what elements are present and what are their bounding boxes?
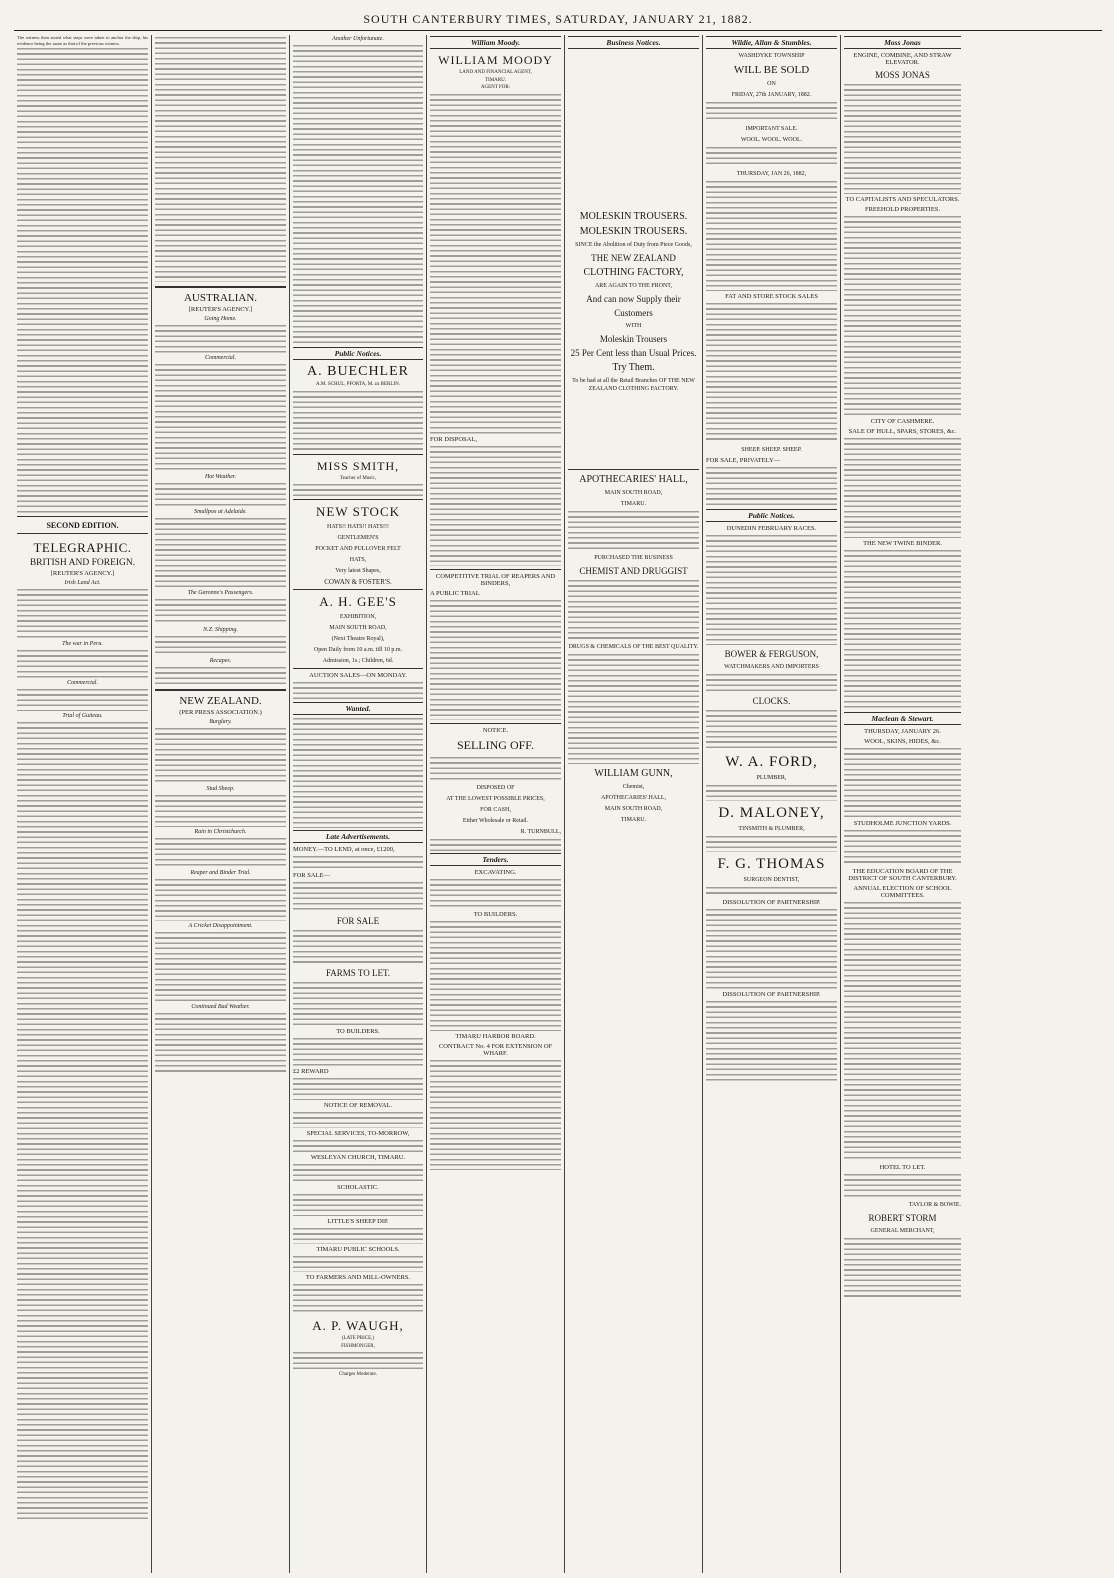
ad-text [293, 682, 423, 700]
with: WITH [625, 323, 642, 329]
column-7 [841, 35, 964, 1573]
education-board: THE EDUCATION BOARD OF THE DISTRICT OF SOUTH CANTERBURY. [848, 868, 957, 882]
smith-name: MISS SMITH, [316, 458, 400, 473]
disposed-of: DISPOSED OF [476, 784, 515, 791]
ad-text [706, 535, 837, 645]
notice: NOTICE. [482, 726, 509, 734]
ad-text [293, 1352, 423, 1370]
25-per-cent: 25 Per Cent less than Usual Prices. [570, 348, 697, 358]
article-text [155, 932, 286, 1002]
ad-text [706, 674, 837, 692]
ad-text [293, 882, 423, 912]
article-text [17, 589, 148, 639]
article-text [155, 518, 286, 588]
ad-text [293, 1078, 423, 1100]
fat-stock-sales: FAT AND STORE STOCK SALES [725, 293, 818, 300]
ad-text [293, 1038, 423, 1066]
ad-text [844, 902, 961, 1162]
thomas-name: F. G. THOMAS [717, 856, 826, 872]
smith-sub: Teacher of Music, [339, 475, 377, 481]
article-text [155, 364, 286, 472]
reward: £2 REWARD [293, 1068, 329, 1075]
column-3 [290, 35, 427, 1573]
exhibition-line: EXHIBITION, [339, 614, 377, 620]
recapes-heading: Recapes. [209, 658, 232, 664]
dunedin-races: DUNEDIN FEBRUARY RACES. [726, 525, 817, 532]
masthead: SOUTH CANTERBURY TIMES, SATURDAY, JANUARY 21, 1882. [14, 8, 1102, 31]
ad-text [706, 181, 837, 291]
wool-skins: WOOL, SKINS, HIDES, &c. [864, 738, 941, 745]
storm-name: ROBERT STORM [868, 1213, 937, 1223]
watchmakers: WATCHMAKERS AND IMPORTERS [724, 664, 819, 670]
smallpox-heading: Smallpox at Adelaide. [194, 509, 247, 515]
article-text [17, 722, 148, 1522]
engine-elevator: ENGINE, COMBINE, AND STRAW ELEVATOR. [853, 52, 952, 66]
for-sale: FOR SALE— [293, 872, 331, 879]
dissolution-1: DISSOLUTION OF PARTNERSHIP. [722, 899, 821, 906]
public-schools: TIMARU PUBLIC SCHOOLS. [316, 1246, 400, 1253]
wholesale-retail: Either Wholesale or Retail. [462, 817, 529, 824]
taylor-bowie: TAYLOR & BOWIE. [908, 1202, 961, 1208]
column-1 [14, 35, 152, 1573]
telegraphic-heading: TELEGRAPHIC. [33, 540, 132, 556]
columns [14, 35, 1102, 1573]
retail-branches: To be had at all the Retail Branches OF THE NEW ZEALAND CLOTHING FACTORY. [572, 378, 695, 392]
reaper-heading: Reaper and Binder Trial. [190, 870, 251, 876]
hotel-to-let: HOTEL TO LET. [879, 1164, 926, 1171]
article-text [155, 636, 286, 656]
buechler-name: A. BUECHLER [307, 364, 409, 379]
excavating: EXCAVATING. [474, 868, 517, 876]
gunn-name: WILLIAM GUNN, [594, 768, 673, 779]
article-text [155, 483, 286, 507]
ad-text [706, 710, 837, 750]
moleskin-trousers-2: MOLESKIN TROUSERS. [579, 226, 688, 237]
thursday-date: THURSDAY, JANUARY 26. [864, 728, 941, 735]
ad-text [293, 718, 423, 828]
press-association: (PER PRESS ASSOCIATION.) [179, 709, 262, 716]
friday-date: FRIDAY, 27th JANUARY, 1882. [731, 92, 812, 98]
for-cash: FOR CASH, [480, 806, 511, 813]
open-daily: Open Daily from 10 a.m. till 10 p.m. [313, 647, 403, 653]
moody-header: William Moody. [430, 36, 561, 49]
contract-no-4: CONTRACT No. 4 FOR EXTENSION OF WHARF. [438, 1042, 553, 1057]
ad-text [706, 836, 837, 852]
ad-text [706, 1001, 837, 1081]
ad-text [293, 1284, 423, 1314]
moleskin-trousers-3: Moleskin Trousers [599, 334, 668, 344]
try-them: Try Them. [612, 362, 655, 373]
ad-text [430, 839, 561, 851]
can-now-supply: And can now Supply their [586, 294, 681, 304]
divider [17, 516, 148, 517]
divider [430, 723, 561, 724]
ad-text [293, 930, 423, 964]
cricket-heading: A Cricket Disappointment. [188, 923, 253, 929]
public-notices-header: Public Notices. [706, 509, 837, 522]
article-text [155, 325, 286, 353]
ad-text [430, 94, 561, 434]
commercial-heading: Commercial. [67, 680, 98, 687]
important-sale: IMPORTANT SALE. [745, 126, 798, 132]
customers: Customers [614, 308, 653, 318]
irish-land-act-heading: Irish Land Act. [64, 580, 101, 587]
chemist-druggist: CHEMIST AND DRUGGIST [579, 566, 688, 576]
turnbull: R. TURNBULL, [520, 828, 561, 835]
late-ads-header: Late Advertisements. [293, 830, 423, 843]
will-be-sold: WILL BE SOLD [733, 64, 810, 76]
article-text [155, 728, 286, 784]
ad-text [293, 484, 423, 496]
moss-jonas-header: Moss Jonas [844, 36, 961, 49]
divider [155, 689, 286, 691]
main-south-road: MAIN SOUTH ROAD, [604, 490, 663, 496]
divider [293, 589, 423, 590]
studholme: STUDHOLME JUNCTION YARDS. [853, 820, 952, 827]
waugh-name: A. P. WAUGH, [312, 1318, 404, 1333]
nz-shipping-heading: N.Z. Shipping. [203, 627, 238, 633]
next-theatre: (Next Theatre Royal), [331, 636, 385, 642]
ad-text [293, 1164, 423, 1182]
notice-of-removal: NOTICE OF REMOVAL. [323, 1102, 393, 1109]
hot-weather-heading: Hot Weather. [204, 474, 237, 480]
reuters-agency: [REUTER'S AGENCY.] [188, 306, 253, 313]
selling-off: SELLING OFF. [456, 737, 535, 752]
wanted-header: Wanted. [293, 702, 423, 715]
buechler-sub: A.M. SCHUL, PFORTA, M. zu BERLIN. [316, 382, 400, 387]
column-5 [565, 35, 703, 1573]
ad-text [293, 856, 423, 870]
tinsmith: TINSMITH & PLUMBER, [738, 826, 805, 832]
for-sale-privately: FOR SALE, PRIVATELY— [706, 457, 781, 464]
gunn-hall: APOTHECARIES' HALL, [600, 795, 667, 801]
article-text [17, 48, 148, 513]
ad-text [844, 1174, 961, 1198]
apothecaries-hall: APOTHECARIES' HALL, [579, 474, 688, 485]
gunn-road: MAIN SOUTH ROAD, [604, 806, 663, 812]
guiteau-heading: Trial of Guiteau. [62, 713, 103, 720]
moody-sub: LAND AND FINANCIAL AGENT, [459, 70, 532, 75]
ad-text [293, 1140, 423, 1152]
ad-text [568, 654, 699, 764]
again-to-front: ARE AGAIN TO THE FRONT, [594, 283, 673, 289]
bad-weather-heading: Continued Bad Weather. [191, 1004, 250, 1010]
ad-text [844, 84, 961, 194]
drugs-chemicals: DRUGS & CHEMICALS OF THE BEST QUALITY. [568, 644, 699, 650]
moleskin-trousers-1: MOLESKIN TROUSERS. [579, 211, 688, 222]
ad-text [706, 467, 837, 507]
sheep-dip: LITTLE'S SHEEP DIP. [327, 1218, 389, 1225]
freehold: FREEHOLD PROPERTIES. [864, 206, 941, 213]
for-sale-2: FOR SALE [336, 916, 380, 926]
charges-moderate: Charges Moderate. [339, 1372, 377, 1377]
column-6 [703, 35, 841, 1573]
ad-text [293, 1256, 423, 1272]
moody-name: WILLIAM MOODY [438, 53, 553, 67]
article-text [155, 667, 286, 685]
garonne-heading: The Garonne's Passengers. [187, 590, 254, 596]
ad-text [844, 438, 961, 538]
new-stock: NEW STOCK [316, 504, 400, 519]
ad-text [568, 580, 699, 640]
wool: WOOL. WOOL. WOOL. [740, 137, 803, 143]
ford-name: W. A. FORD, [725, 754, 818, 770]
shapes-line: Very latest Shapes, [335, 568, 381, 574]
money-to-lend: MONEY.—TO LEND, at once, £1200, [293, 846, 395, 853]
ad-text [844, 1238, 961, 1298]
lowest-prices: AT THE LOWEST POSSIBLE PRICES, [446, 795, 545, 802]
ad-text [844, 550, 961, 710]
ad-text [844, 830, 961, 866]
wesleyan-church: WESLEYAN CHURCH, TIMARU. [310, 1154, 406, 1161]
maloney-name: D. MALONEY, [718, 805, 825, 821]
plumber: PLUMBER, [756, 775, 787, 781]
commercial-heading: Commercial. [205, 355, 236, 361]
article-text [155, 1013, 286, 1073]
divider [430, 569, 561, 570]
business-notices-header: Business Notices. [568, 36, 699, 49]
rain-heading: Rain in Christchurch. [194, 829, 247, 835]
clocks: CLOCKS. [752, 696, 791, 706]
capitalists: TO CAPITALISTS AND SPECULATORS. [845, 196, 960, 203]
ad-text [430, 879, 561, 909]
gentlemens-line: GENTLEMEN'S [337, 535, 379, 541]
hull-spars: SALE OF HULL, SPARS, STORES, &c. [848, 428, 957, 435]
article-text [155, 795, 286, 827]
column-4 [427, 35, 565, 1573]
article-text [155, 37, 286, 282]
stud-sheep-heading: Stud Sheep. [206, 786, 235, 792]
burglary-heading: Burglary. [209, 719, 232, 725]
surgeon-dentist: SURGEON DENTIST, [743, 877, 800, 883]
ad-text [293, 1112, 423, 1128]
moody-agent: AGENT FOR: [480, 85, 511, 90]
article-text [293, 45, 423, 345]
ad-text [844, 216, 961, 416]
hats-line-2: HATS, [349, 557, 367, 563]
ad-text [293, 1228, 423, 1244]
second-edition-heading: SECOND EDITION. [46, 521, 119, 531]
ad-text [706, 147, 837, 167]
ad-text [706, 102, 837, 122]
farms-to-let: FARMS TO LET. [325, 968, 391, 978]
clothing-factory: CLOTHING FACTORY, [583, 267, 684, 278]
thursday-date: THURSDAY, JAN 26, 1882, [736, 171, 807, 177]
british-heading: BRITISH AND FOREIGN. [29, 558, 136, 569]
gee-name: A. H. GEE'S [319, 594, 397, 609]
new-zealand: THE NEW ZEALAND [591, 253, 676, 263]
moss-jonas-name: MOSS JONAS [875, 70, 930, 80]
scholastic: SCHOLASTIC. [337, 1184, 379, 1191]
ad-text [293, 391, 423, 451]
gunn-chemist: Chemist, [622, 784, 645, 790]
going-home-heading: Going Home. [204, 316, 237, 322]
tenders-header: Tenders. [430, 853, 561, 866]
ad-text [430, 757, 561, 781]
ad-text [706, 887, 837, 897]
divider [155, 286, 286, 288]
ad-text [706, 303, 837, 443]
twine-binder: THE NEW TWINE BINDER. [863, 540, 942, 547]
public-trial: A PUBLIC TRIAL [430, 589, 480, 597]
cowan-foster: COWAN & FOSTER'S. [324, 578, 392, 586]
wildie-header: Wildie, Allan & Stumbles. [706, 36, 837, 49]
special-services: SPECIAL SERVICES, TO-MORROW, [306, 1130, 410, 1137]
ad-text [430, 1060, 561, 1170]
article-text [17, 650, 148, 678]
auction-sales: AUCTION SALES—ON MONDAY. [309, 672, 407, 679]
ad-text [568, 511, 699, 551]
to-builders: TO BUILDERS. [473, 910, 518, 918]
timaru: TIMARU. [620, 501, 647, 507]
washdyke-township: WASHDYKE TOWNSHIP [738, 53, 805, 59]
for-disposal: FOR DISPOSAL, [430, 435, 477, 443]
general-merchant: GENERAL MERCHANT, [870, 1228, 935, 1234]
ad-text [293, 982, 423, 1026]
column-2 [152, 35, 290, 1573]
public-notices-header: Public Notices. [293, 347, 423, 360]
admission: Admission, 1s.; Children, 6d. [322, 658, 394, 664]
moody-town: TIMARU. [485, 77, 506, 83]
divider [17, 533, 148, 534]
on: ON [767, 81, 776, 87]
maclean-header: Maclean & Stewart. [844, 712, 961, 725]
ad-text [293, 1194, 423, 1216]
waugh-sub: (LATE PRICE,) [341, 1336, 375, 1341]
pocket-line: POCKET AND PULLOVER FELT [315, 546, 401, 552]
fishmonger: FISHMONGER, [341, 1343, 375, 1349]
sheep: SHEEP. SHEEP. SHEEP. [741, 447, 802, 453]
harbour-board: TIMARU HARBOR BOARD. [455, 1032, 536, 1040]
purchased-business: PURCHASED THE BUSINESS [594, 555, 673, 561]
ad-text [430, 600, 561, 720]
annual-election: ANNUAL ELECTION OF SCHOOL COMMITTEES. [853, 885, 952, 899]
divider [568, 469, 699, 470]
peru-heading: The war in Peru. [62, 641, 103, 648]
ad-text [430, 921, 561, 1031]
spacer [568, 52, 699, 207]
gunn-town: TIMARU. [620, 817, 647, 823]
divider [293, 668, 423, 669]
farmers-millowners: TO FARMERS AND MILL-OWNERS. [305, 1274, 411, 1281]
intro-text: The witness then stated what steps were taken to anchor the ship, his evidence being the same as that of the previous witness. [17, 35, 148, 46]
competitive-trial: COMPETITIVE TRIAL OF REAPERS AND BINDERS, [435, 572, 556, 587]
since-abolition: SINCE the Abolition of Duty from Piece Goods, [575, 242, 692, 248]
divider [293, 454, 423, 455]
article-text [155, 838, 286, 868]
divider [293, 499, 423, 500]
ad-text [706, 909, 837, 989]
ad-text [844, 748, 961, 818]
article-text [155, 879, 286, 921]
main-south-road: MAIN SOUTH ROAD, [329, 625, 387, 631]
hats-line: HATS!! HATS!! HATS!!! [327, 524, 389, 530]
to-builders: TO BUILDERS. [336, 1028, 380, 1035]
dissolution-2: DISSOLUTION OF PARTNERSHIP. [722, 991, 821, 998]
cashmere: CITY OF CASHMERE. [870, 418, 935, 425]
ad-text [430, 446, 561, 566]
bower-ferguson: BOWER & FERGUSON, [724, 649, 819, 659]
spacer [568, 396, 699, 466]
reuters-agency: [REUTER'S AGENCY.] [50, 570, 115, 578]
article-text [155, 599, 286, 625]
article-text [17, 689, 148, 711]
new-zealand-heading: NEW ZEALAND. [179, 695, 262, 707]
another-unfortunate-heading: Another Unfortunate. [332, 36, 384, 42]
australian-heading: AUSTRALIAN. [183, 292, 258, 304]
ad-text [706, 785, 837, 801]
